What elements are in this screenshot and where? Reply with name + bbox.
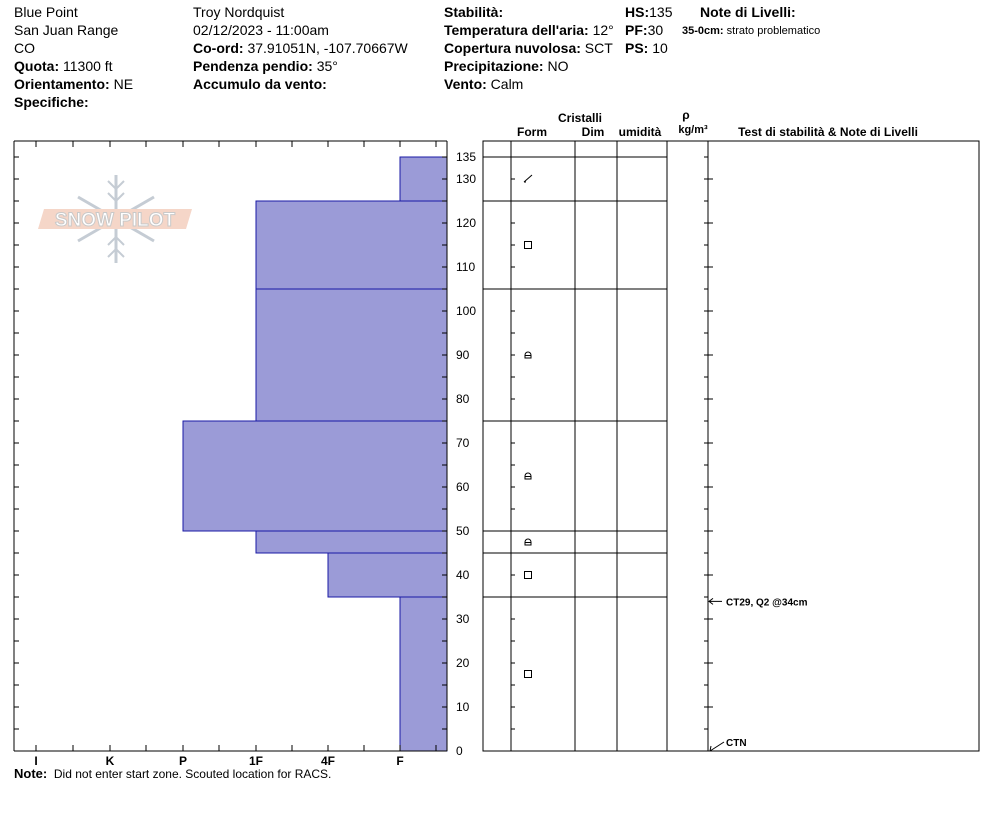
hs-label: HS:	[625, 4, 650, 20]
specifics-label: Specifiche:	[14, 94, 89, 110]
height-label-50: 50	[456, 524, 470, 538]
grid-frame	[483, 141, 979, 751]
column-density-unit: kg/m³	[678, 124, 708, 136]
coord-label: Co-ord:	[193, 40, 244, 56]
layer-bar-1	[256, 201, 447, 289]
slope-label: Pendenza pendio:	[193, 58, 313, 74]
height-label-80: 80	[456, 392, 470, 406]
note-text: Did not enter start zone. Scouted location for RACS.	[53, 767, 332, 781]
state-name: CO	[14, 40, 35, 56]
column-form: Form	[517, 125, 547, 139]
layer-note-depth: 35-0cm:	[682, 25, 724, 37]
layer-bar-6	[400, 597, 447, 751]
height-label-90: 90	[456, 348, 470, 362]
layer-notes-label: Note di Livelli:	[700, 4, 796, 20]
cloud-value: SCT	[584, 40, 613, 56]
wind-load-label: Accumulo da vento:	[193, 76, 327, 92]
column-crystals: Cristalli	[557, 111, 603, 125]
observer-name: Troy Nordquist	[193, 4, 285, 20]
layer-bar-3	[183, 421, 447, 531]
height-label-135: 135	[456, 150, 477, 164]
height-label-40: 40	[456, 568, 470, 582]
height-label-110: 110	[456, 260, 476, 274]
hardness-label-K: K	[105, 754, 115, 768]
form-symbol-faceted-5	[525, 572, 532, 579]
hs-value: 135	[649, 4, 673, 20]
height-label-120: 120	[456, 216, 477, 230]
form-symbol-rounded-2	[525, 352, 531, 358]
hardness-label-P: P	[178, 754, 188, 768]
test-arrow-0	[709, 598, 722, 604]
form-symbol-rounded-4	[525, 539, 531, 545]
test-label-0: CT29, Q2 @34cm	[726, 597, 808, 609]
snowpilot-logo	[38, 175, 192, 263]
column-moisture: umidità	[618, 125, 662, 139]
test-label-1: CTN	[726, 738, 747, 749]
hardness-label-1F: 1F	[248, 754, 264, 768]
hardness-label-4F: 4F	[320, 754, 336, 768]
pf-label: PF:	[625, 22, 648, 38]
coord-value: 37.91051N, -107.70667W	[247, 40, 408, 56]
height-label-10: 10	[456, 700, 470, 714]
hardness-label-F: F	[396, 754, 404, 768]
layer-bar-4	[256, 531, 447, 553]
elevation-value: 11300 ft	[63, 58, 113, 74]
note-row	[14, 766, 331, 781]
layer-bar-2	[256, 289, 447, 421]
air-temp-value: 12°	[592, 22, 614, 38]
height-label-0: 0	[456, 744, 463, 758]
air-temp-label: Temperatura dell'aria:	[444, 22, 589, 38]
test-arrow-1	[710, 742, 724, 751]
precip-label: Precipitazione:	[444, 58, 544, 74]
wind-value: Calm	[490, 76, 524, 92]
note-label: Note:	[14, 766, 48, 781]
form-symbol-rounded-3	[525, 473, 531, 479]
height-label-60: 60	[456, 480, 470, 494]
form-symbol-decomposing-0	[524, 175, 532, 182]
elevation-label: Quota:	[14, 58, 60, 74]
location-name: Blue Point	[14, 4, 78, 20]
slope-value: 35°	[316, 58, 338, 74]
ps-value: 10	[652, 40, 668, 56]
height-label-20: 20	[456, 656, 470, 670]
height-label-70: 70	[456, 436, 470, 450]
pf-value: 30	[647, 22, 664, 38]
wind-label: Vento:	[444, 76, 487, 92]
form-symbol-faceted-1	[525, 242, 532, 249]
form-symbol-faceted-6	[525, 671, 532, 678]
height-label-130: 130	[456, 172, 477, 186]
observation-datetime: 02/12/2023 - 11:00am	[193, 22, 329, 38]
ps-label: PS:	[625, 40, 649, 56]
logo-text: SNOW PILOT	[54, 210, 176, 231]
column-dim: Dim	[581, 125, 605, 139]
layer-bar-5	[328, 553, 447, 597]
layer-bar-0	[400, 157, 447, 201]
aspect-value: NE	[113, 76, 134, 92]
height-label-100: 100	[456, 304, 477, 318]
column-tests: Test di stabilità & Note di Livelli	[738, 125, 918, 139]
column-rho: ρ	[682, 108, 690, 122]
crystal-grid	[483, 141, 979, 751]
layer-note-text: strato problematico	[726, 25, 821, 37]
aspect-label: Orientamento:	[14, 76, 110, 92]
hardness-layers	[183, 157, 447, 751]
hardness-label-I: I	[34, 754, 38, 768]
stability-label: Stabilità:	[444, 4, 504, 20]
precip-value: NO	[547, 58, 569, 74]
height-label-30: 30	[456, 612, 470, 626]
cloud-label: Copertura nuvolosa:	[444, 40, 581, 56]
range-name: San Juan Range	[14, 22, 119, 38]
